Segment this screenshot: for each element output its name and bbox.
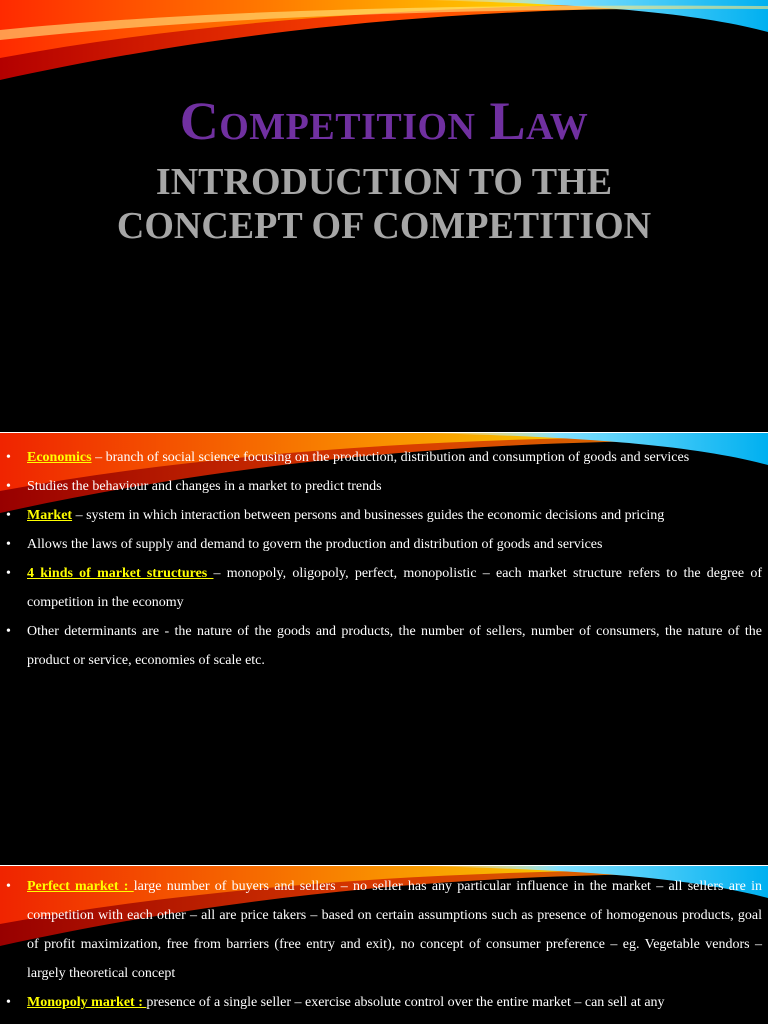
slide-subtitle: INTRODUCTION TO THE CONCEPT OF COMPETITION — [116, 161, 652, 247]
bullet-text: large number of buyers and sellers – no seller has any particular influence in the market – all sellers are in competition with each other – all are price takers – based on certain assumptions such as presence of homogenous products, goal of profit maximization, free from barriers (free entry and exit), no concept of consumer preference – eg. Vegetable vendors – largely theoretical concept — [27, 879, 762, 981]
bullet-text: – monopoly, oligopoly, perfect, monopolistic – each market structure refers to the degree of competition in the economy — [27, 566, 762, 610]
bullet-dot-icon: • — [6, 624, 11, 639]
bullet-term: Perfect market : — [27, 879, 134, 894]
bullet-term: Monopoly market : — [27, 995, 147, 1010]
bullet-term: 4 kinds of market structures — [27, 566, 214, 581]
bullet-dot-icon: • — [6, 566, 11, 581]
bullet-text: – branch of social science focusing on the production, distribution and consumption of goods and services — [91, 450, 690, 465]
bullet-term: Market — [27, 508, 73, 523]
bullet-text: Studies the behaviour and changes in a market to predict trends — [27, 479, 382, 494]
bullet-item — [0, 443, 768, 472]
bullet-list — [0, 443, 768, 675]
bullet-item — [0, 530, 768, 559]
market-types-slide — [0, 866, 768, 1024]
bullet-list — [0, 872, 768, 1017]
bullet-item — [0, 559, 768, 617]
bullet-dot-icon: • — [6, 537, 11, 552]
bullet-text: – system in which interaction between persons and businesses guides the economic decisions and pricing — [72, 508, 665, 523]
bullet-text: presence of a single seller – exercise absolute control over the entire market – can sell at any — [146, 995, 665, 1010]
bullet-dot-icon: • — [6, 995, 11, 1010]
bullet-item — [0, 617, 768, 675]
bullet-dot-icon: • — [6, 450, 11, 465]
bullet-term: Economics — [27, 450, 92, 465]
slide-title: Competition Law — [179, 91, 589, 151]
economics-slide — [0, 433, 768, 865]
bullet-dot-icon: • — [6, 479, 11, 494]
title-slide — [0, 0, 768, 432]
bullet-dot-icon: • — [6, 879, 11, 894]
bullet-item — [0, 872, 768, 988]
bullet-item — [0, 472, 768, 501]
bullet-text: Other determinants are - the nature of the goods and products, the number of sellers, number of consumers, the nature of the product or service, economies of scale etc. — [27, 624, 762, 668]
bullet-item — [0, 988, 768, 1017]
swoosh-decoration — [0, 0, 768, 80]
bullet-dot-icon: • — [6, 508, 11, 523]
bullet-item — [0, 501, 768, 530]
bullet-text: Allows the laws of supply and demand to govern the production and distribution of goods and services — [27, 537, 603, 552]
